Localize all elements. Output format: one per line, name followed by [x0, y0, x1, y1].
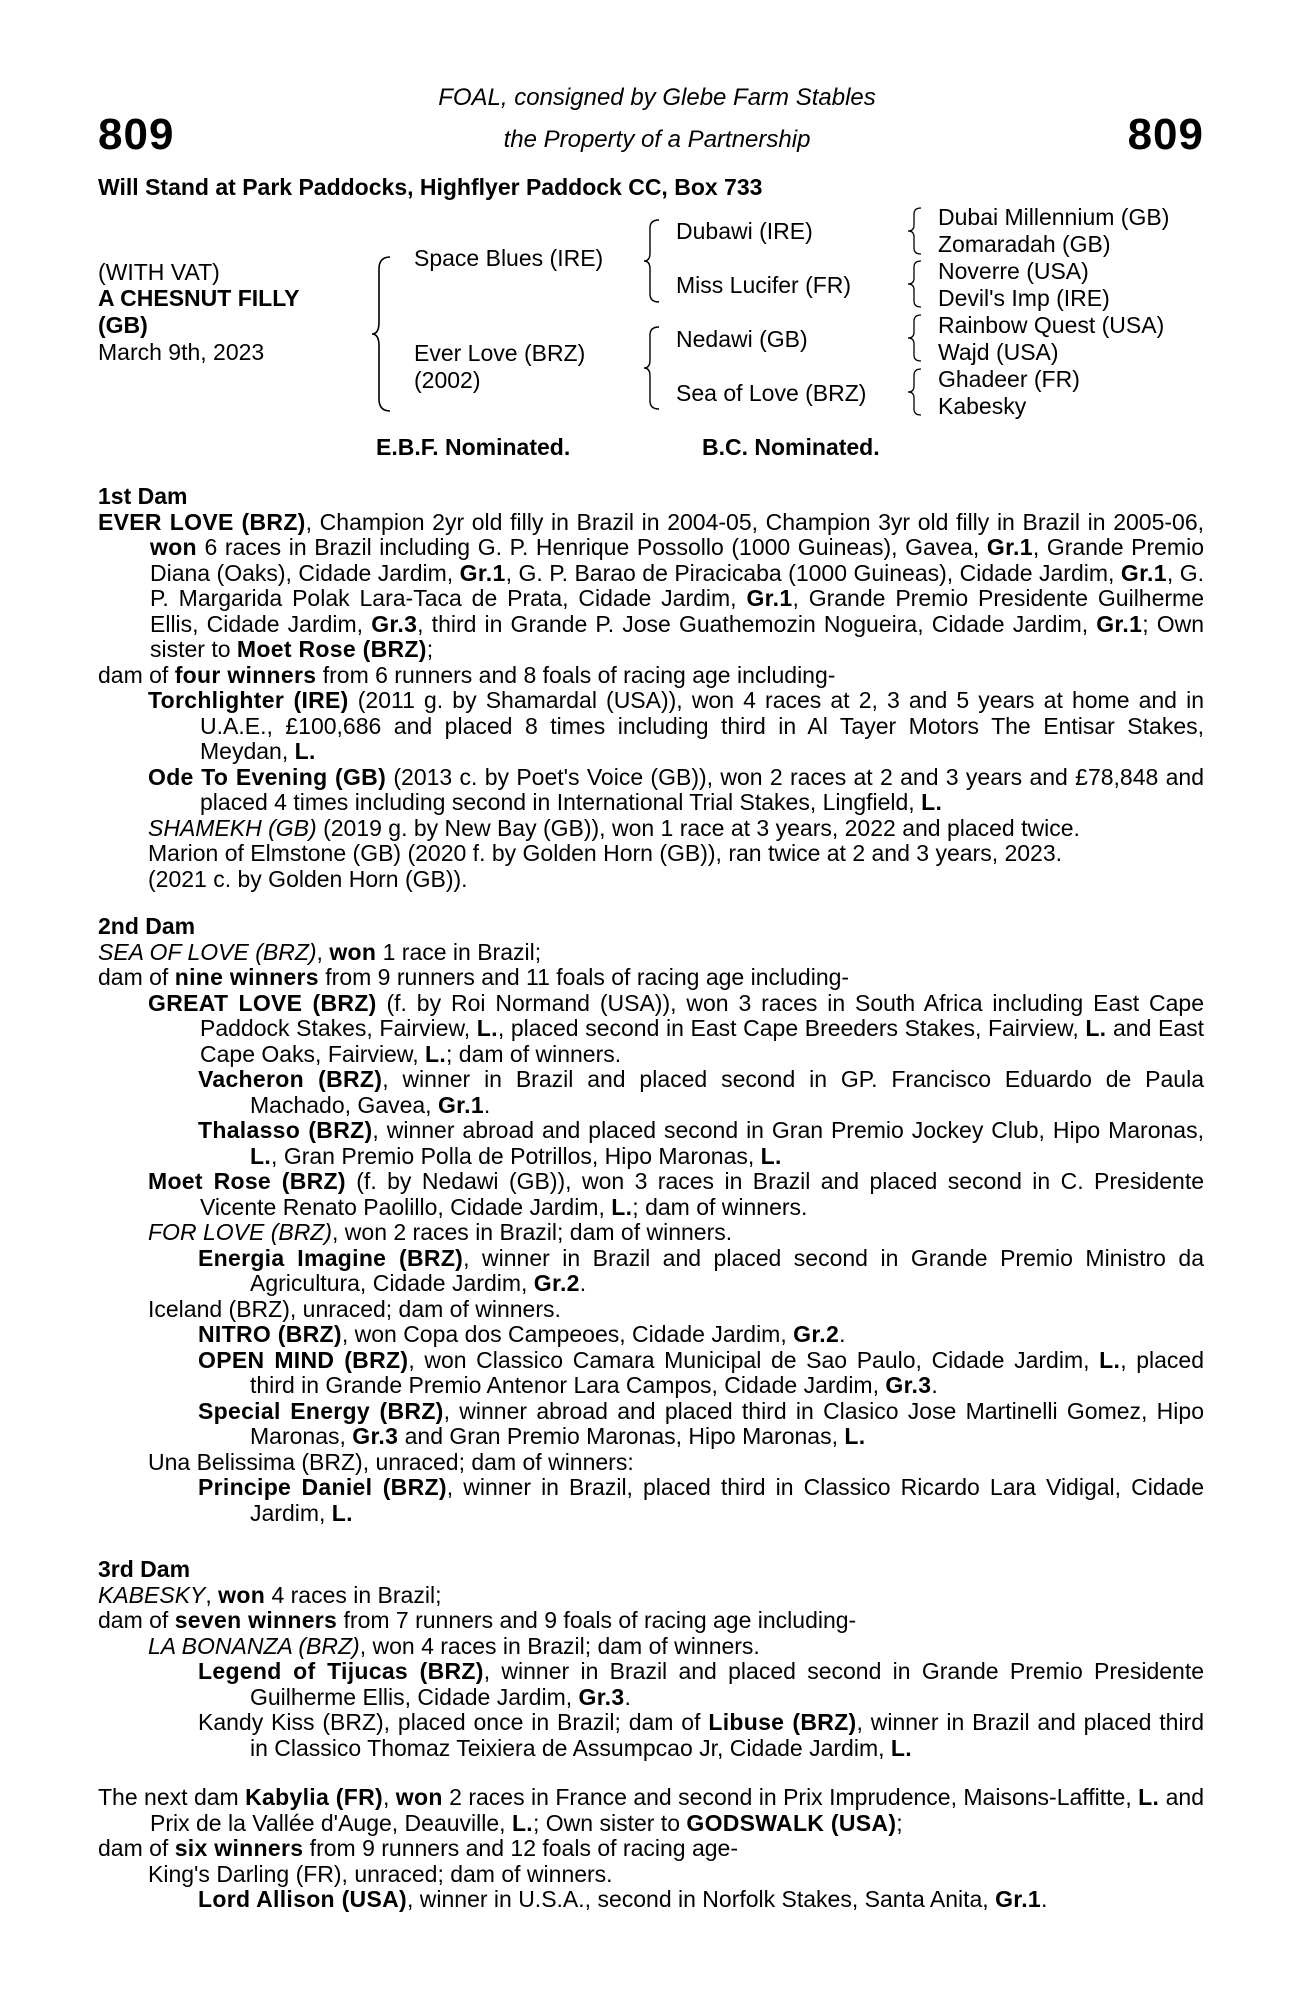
pedigree-brace-dd: [906, 367, 924, 417]
pedigree-dam: Ever Love (BRZ): [414, 340, 586, 366]
ebf-nominated: E.B.F. Nominated.: [376, 434, 571, 460]
next-dam-produce-summary: dam of six winners from 9 runners and 12 foals of racing age-: [98, 1835, 738, 1861]
first-dam-section: [98, 484, 1204, 892]
pedigree-sire: Space Blues (IRE): [414, 245, 604, 271]
lot-number-left: 809: [98, 110, 175, 159]
produce-open-mind: OPEN MIND (BRZ), won Classico Camara Municipal de Sao Paulo, Cidade Jardim, L., placed third in Grande Premio Antenor Lara Campos, Cidade Jardim, Gr.3.: [198, 1346, 1204, 1398]
second-dam-heading: 2nd Dam: [98, 913, 196, 939]
first-dam-produce-summary: dam of four winners from 6 runners and 8 foals of racing age including-: [98, 661, 836, 688]
pedigree-dam-sire: Nedawi (GB): [676, 326, 808, 352]
produce-iceland: Iceland (BRZ), unraced; dam of winners.: [148, 1295, 561, 1322]
second-dam-section: [98, 914, 1204, 1526]
pedigree-dss: Rainbow Quest (USA): [938, 312, 1165, 338]
produce-legend-of-tijucas: Legend of Tijucas (BRZ), winner in Brazil and placed second in Grande Premio Presidente Guilherme Ellis, Cidade Jardim, Gr.3.: [198, 1658, 1205, 1710]
third-dam-heading: 3rd Dam: [98, 1556, 191, 1582]
third-dam-record: KABESKY, won 4 races in Brazil;: [98, 1581, 442, 1608]
pedigree-ssd: Zomaradah (GB): [938, 231, 1111, 257]
property-line: the Property of a Partnership: [503, 126, 811, 153]
next-dam-record: The next dam Kabylia (FR), won 2 races in France and second in Prix Imprudence, Maisons-Laffitte, L. and Prix de la Vallée d'Auge, Deauville, L.; Own sister to GODSWALK (USA);: [98, 1784, 1205, 1836]
pedigree-brace-sire: [642, 218, 662, 304]
first-dam-heading: 1st Dam: [98, 483, 188, 509]
pedigree-sdd: Devil's Imp (IRE): [938, 285, 1110, 311]
second-dam-produce-summary: dam of nine winners from 9 runners and 11 foals of racing age including-: [98, 964, 850, 990]
subject-country: (GB): [98, 312, 148, 338]
produce-torchlighter: Torchlighter (IRE) (2011 g. by Shamardal (USA)), won 4 races at 2, 3 and 5 years at home and in U.A.E., £100,686 and placed 8 times including third in Al Tayer Motors The Entisar Stakes, Meydan, L.: [148, 687, 1204, 764]
pedigree-sss: Dubai Millennium (GB): [938, 204, 1170, 230]
next-dam-section: [98, 1785, 1204, 1913]
produce-una-belissima: Una Belissima (BRZ), unraced; dam of winners:: [148, 1448, 634, 1475]
produce-ode-to-evening: Ode To Evening (GB) (2013 c. by Poet's Voice (GB)), won 2 races at 2 and 3 years and £78,848 and placed 4 times including second in International Trial Stakes, Lingfield, L.: [148, 763, 1204, 815]
subject-dob: March 9th, 2023: [98, 339, 265, 365]
third-dam-produce-summary: dam of seven winners from 7 runners and 9 foals of racing age including-: [98, 1607, 857, 1633]
pedigree-sds: Noverre (USA): [938, 258, 1089, 284]
produce-vacheron: Vacheron (BRZ), winner in Brazil and placed second in GP. Francisco Eduardo de Paula Machado, Gavea, Gr.1.: [198, 1066, 1204, 1118]
produce-nitro: NITRO (BRZ), won Copa dos Campeoes, Cidade Jardim, Gr.2.: [198, 1321, 846, 1347]
produce-thalasso: Thalasso (BRZ), winner abroad and placed second in Gran Premio Jockey Club, Hipo Maronas, L., Gran Premio Polla de Potrillos, Hipo Maronas, L.: [198, 1117, 1204, 1169]
produce-la-bonanza: LA BONANZA (BRZ), won 4 races in Brazil; dam of winners.: [148, 1632, 760, 1659]
first-dam-record: EVER LOVE (BRZ), Champion 2yr old filly in Brazil in 2004-05, Champion 3yr old filly in Brazil in 2005-06, won 6 races in Brazil including G. P. Henrique Possollo (1000 Guineas), Gavea, Gr.1, Grande Premio Diana (Oaks), Cidade Jardim, Gr.1, G. P. Barao de Piracicaba (1000 Guineas), Cidade Jardim, Gr.1, G. P. Margarida Polak Lara-Taca de Prata, Cidade Jardim, Gr.1, Grande Premio Presidente Guilherme Ellis, Cidade Jardim, Gr.3, third in Grande P. Jose Guathemozin Nogueira, Cidade Jardim, Gr.1; Own sister to Moet Rose (BRZ);: [98, 508, 1204, 662]
pedigree-dam-dam: Sea of Love (BRZ): [676, 380, 867, 406]
produce-kandy-kiss: Kandy Kiss (BRZ), placed once in Brazil; dam of Libuse (BRZ), winner in Brazil and placed third in Classico Thomaz Teixiera de Assumpcao Jr, Cidade Jardim, L.: [198, 1709, 1205, 1761]
third-dam-section: [98, 1557, 1204, 1761]
pedigree-brace-sd: [906, 259, 924, 309]
vat-label: (WITH VAT): [98, 259, 220, 285]
pedigree-dds: Ghadeer (FR): [938, 366, 1080, 392]
produce-2021-colt: (2021 c. by Golden Horn (GB)).: [148, 865, 468, 892]
produce-moet-rose: Moet Rose (BRZ) (f. by Nedawi (GB)), won 3 races in Brazil and placed second in C. Presidente Vicente Renato Paolillo, Cidade Jardim, L.; dam of winners.: [148, 1168, 1204, 1220]
pedigree-dam-year: (2002): [414, 367, 481, 393]
produce-for-love: FOR LOVE (BRZ), won 2 races in Brazil; dam of winners.: [148, 1219, 733, 1245]
pedigree-brace-dam: [642, 325, 662, 411]
stand-location: Will Stand at Park Paddocks, Highflyer Paddock CC, Box 733: [98, 174, 763, 200]
produce-energia-imagine: Energia Imagine (BRZ), winner in Brazil and placed second in Grande Premio Ministro da Agricultura, Cidade Jardim, Gr.2.: [198, 1244, 1204, 1296]
produce-great-love: GREAT LOVE (BRZ) (f. by Roi Normand (USA)), won 3 races in South Africa including East Cape Paddock Stakes, Fairview, L., placed second in East Cape Breeders Stakes, Fairview, L. and East Cape Oaks, Fairview, L.; dam of winners.: [148, 989, 1204, 1067]
pedigree-sire-sire: Dubawi (IRE): [676, 218, 813, 244]
produce-special-energy: Special Energy (BRZ), winner abroad and placed third in Clasico Jose Martinelli Gomez, Hipo Maronas, Gr.3 and Gran Premio Maronas, Hipo Maronas, L.: [198, 1397, 1204, 1449]
lot-number-right: 809: [1127, 110, 1204, 159]
pedigree-brace-main: [370, 255, 394, 413]
produce-kings-darling: King's Darling (FR), unraced; dam of winners.: [148, 1860, 613, 1887]
produce-shamekh: SHAMEKH (GB) (2019 g. by New Bay (GB)), won 1 race at 3 years, 2022 and placed twice.: [148, 814, 1080, 841]
pedigree-brace-ds: [906, 313, 924, 363]
pedigree-sire-dam: Miss Lucifer (FR): [676, 272, 852, 298]
pedigree-dsd: Wajd (USA): [938, 339, 1059, 365]
bc-nominated: B.C. Nominated.: [702, 434, 880, 460]
produce-principe-daniel: Principe Daniel (BRZ), winner in Brazil, placed third in Classico Ricardo Lara Vidigal, Cidade Jardim, L.: [198, 1474, 1204, 1526]
produce-lord-allison: Lord Allison (USA), winner in U.S.A., second in Norfolk Stakes, Santa Anita, Gr.1.: [198, 1886, 1048, 1912]
subject-name: A CHESNUT FILLY: [98, 285, 300, 311]
pedigree-ddd: Kabesky: [938, 393, 1027, 419]
second-dam-record: SEA OF LOVE (BRZ), won 1 race in Brazil;: [98, 938, 542, 965]
consignor-line: FOAL, consigned by Glebe Farm Stables: [438, 84, 876, 111]
pedigree-brace-ss: [906, 206, 924, 256]
produce-marion-of-elmstone: Marion of Elmstone (GB) (2020 f. by Golden Horn (GB)), ran twice at 2 and 3 years, 2023.: [148, 840, 1063, 866]
